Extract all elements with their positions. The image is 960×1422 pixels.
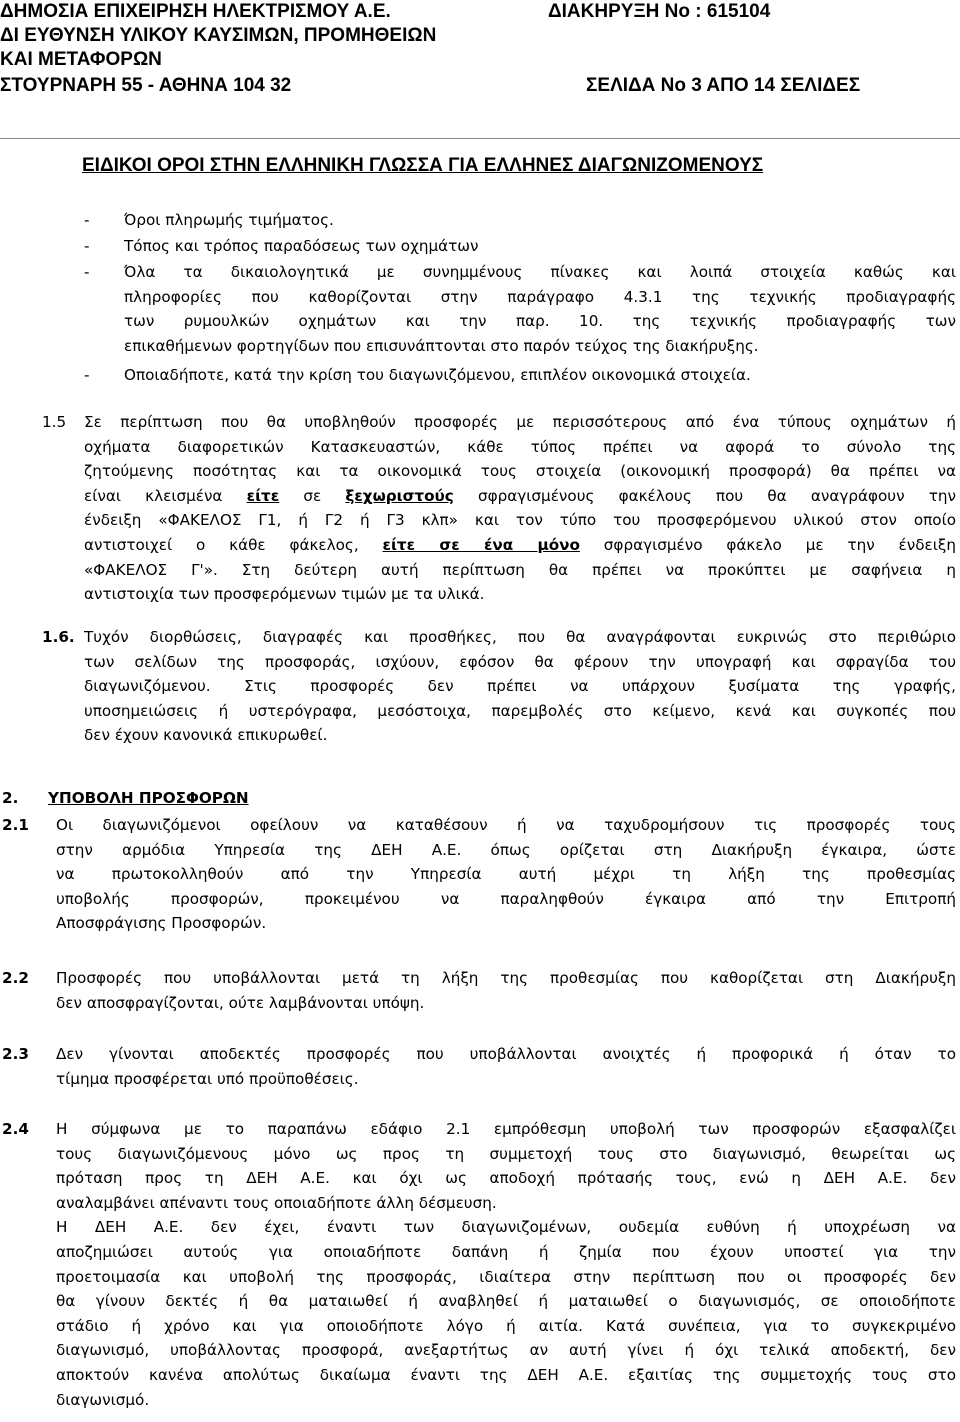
s24-line: Η σύμφωνα με το παραπάνω εδάφιο 2.1 εμπρόθεσμη υποβολή των προσφορών εξασφαλίζει xyxy=(56,1120,956,1138)
s24-line: τους διαγωνιζόμενους μόνο ως προς τη συμμετοχή τους στο διαγωνισμό, θεωρείται ως xyxy=(56,1144,956,1163)
s21-line: υποβολής προσφορών, προκειμένου να παραληφθούν έγκαιρα από την Επιτροπή xyxy=(56,889,956,908)
bullet-3-line: Όλα τα δικαιολογητικά με συνημμένους πίνακες και λοιπά στοιχεία καθώς και xyxy=(124,263,956,281)
bullet-3-line: πληροφορίες που καθορίζονται στην παράγραφο 4.3.1 της τεχνικής προδιαγραφής xyxy=(124,287,956,306)
s23-line: τίμημα προσφέρεται υπό προϋποθέσεις. xyxy=(56,1069,359,1088)
section-2-3-number: 2.3 xyxy=(2,1045,29,1063)
s23-line: Δεν γίνονται αποδεκτές προσφορές που υποβάλλονται ανοιχτές ή προφορικά ή όταν το xyxy=(56,1045,956,1063)
section-1-6-body xyxy=(84,625,956,748)
page-indicator: ΣΕΛΙΔΑ Νο 3 ΑΠΟ 14 ΣΕΛΙΔΕΣ xyxy=(586,75,861,96)
section-2-2-body xyxy=(56,966,956,1015)
section-2-title: ΥΠΟΒΟΛΗ ΠΡΟΣΦΟΡΩΝ xyxy=(48,789,249,807)
section-2-number: 2. xyxy=(2,789,19,807)
bullet-dash-2: - xyxy=(84,237,90,255)
s16-line: των σελίδων της προσφοράς, ισχύουν, εφόσον θα φέρουν την υπογραφή και σφραγίδα του xyxy=(84,652,956,671)
s16-line: Τυχόν διορθώσεις, διαγραφές και προσθήκες, που θα αναγράφονται ευκρινώς στο περιθώριο xyxy=(84,628,956,646)
s21-line: Αποσφράγισης Προσφορών. xyxy=(56,914,267,933)
bullet-dash-4: - xyxy=(84,366,90,384)
s24-line: θα γίνουν δεκτές ή θα ματαιωθεί ή αναβληθεί ή ματαιωθεί ο διαγωνισμός, σε οποιοδήποτε xyxy=(56,1292,956,1311)
s24-line: αναλαμβάνει απέναντι τους οποιαδήποτε άλλη δέσμευση. xyxy=(56,1193,497,1212)
bullet-dash-1: - xyxy=(84,211,90,229)
s22-line: δεν αποσφραγίζονται, ούτε λαμβάνονται υπόψη. xyxy=(56,993,425,1012)
bullet-3-line: των ρυμουλκών οχημάτων και την παρ. 10. της τεχνικής προδιαγραφής των xyxy=(124,312,956,331)
subtitle-text: ΕΙΔΙΚΟΙ ΟΡΟΙ ΣΤΗΝ ΕΛΛΗΝΙΚΗ ΓΛΩΣΣΑ ΓΙΑ ΕΛΛΗΝΕΣ ΔΙΑΓΩΝΙΖΟΜΕΝΟΥΣ xyxy=(82,155,764,176)
emphasis-separate: ξεχωριστούς xyxy=(345,486,454,505)
address: ΣΤΟΥΡΝΑΡΗ 55 - ΑΘΗΝΑ 104 32 xyxy=(0,75,292,96)
section-2-4-number: 2.4 xyxy=(2,1120,29,1138)
s22-line: Προσφορές που υποβάλλονται μετά τη λήξη της προθεσμίας που καθορίζεται στη Διακήρυξη xyxy=(56,969,956,987)
section-2-1-body xyxy=(56,813,956,936)
s15-line-4: είναι κλεισμένα είτε σε ξεχωριστούς σφραγισμένους φακέλους που θα αναγράφουν την xyxy=(84,486,956,505)
company-name: ΔΗΜΟΣΙΑ ΕΠΙΧΕΙΡΗΣΗ ΗΛΕΚΤΡΙΣΜΟΥ Α.Ε. xyxy=(0,1,391,22)
s24-line: Η ΔΕΗ Α.Ε. δεν έχει, έναντι των διαγωνιζομένων, ουδεμία ευθύνη ή υποχρέωση να xyxy=(56,1218,956,1237)
tender-number: ΔΙΑΚΗΡΥΞΗ Νο : 615104 xyxy=(548,1,771,22)
s24-line: πρόταση προς τη ΔΕΗ Α.Ε. και όχι ως αποδοχή πρότασής τους, ενώ η ΔΕΗ Α.Ε. δεν xyxy=(56,1169,956,1188)
bullet-4: Οποιαδήποτε, κατά την κρίση του διαγωνιζόμενου, επιπλέον οικονομικά στοιχεία. xyxy=(124,366,751,384)
s15-line: ένδειξη «ΦΑΚΕΛΟΣ Γ1, ή Γ2 ή Γ3 κλπ» και τον τύπο του προσφερόμενου υλικού στον οποίο xyxy=(84,511,956,530)
section-subtitle xyxy=(0,139,960,179)
bullet-dash-3: - xyxy=(84,263,90,281)
s21-line: να πρωτοκολληθούν από την Υπηρεσία αυτή μέχρι τη λήξη της προθεσμίας xyxy=(56,865,956,884)
s24-line: αποκτούν κανένα απολύτως δικαίωμα έναντι της ΔΕΗ Α.Ε. εξαιτίας της συμμετοχής τους στο xyxy=(56,1365,956,1384)
s15-line: οχήματα διαφορετικών Κατασκευαστών, κάθε τύπος πρέπει να αφορά το σύνολο της xyxy=(84,437,956,456)
directorate-line-2: ΚΑΙ ΜΕΤΑΦΟΡΩΝ xyxy=(0,49,162,70)
section-2-2-number: 2.2 xyxy=(2,969,29,987)
section-2-3-body xyxy=(56,1042,956,1091)
bullet-3 xyxy=(124,260,956,358)
section-1-6-number: 1.6. xyxy=(42,628,75,646)
emphasis-either: είτε xyxy=(246,486,280,505)
bullet-3-line: επικαθήμενων φορτηγίδων που επισυνάπτονται στο παρόν τεύχος της διακήρυξης. xyxy=(124,336,759,355)
section-1-5-body xyxy=(84,410,956,607)
document-header xyxy=(0,0,960,100)
directorate-line-1: ΔΙ ΕΥΘΥΝΣΗ ΥΛΙΚΟΥ ΚΑΥΣΙΜΩΝ, ΠΡΟΜΗΘΕΙΩΝ xyxy=(0,25,437,46)
s15-line: «ΦΑΚΕΛΟΣ Γ'». Στη δεύτερη αυτή περίπτωση θα πρέπει να προκύπτει με σαφήνεια η xyxy=(84,560,956,579)
s16-line: δεν έχουν κανονικά επικυρωθεί. xyxy=(84,726,328,745)
s24-line: διαγωνισμό. xyxy=(56,1390,150,1409)
section-2-1-number: 2.1 xyxy=(2,816,29,834)
emphasis-single: είτε σε ένα μόνο xyxy=(382,535,580,554)
s24-line: αποζημιώσει αυτούς για οποιαδήποτε δαπάνη ή ζημία που έχουν υποστεί για την xyxy=(56,1242,956,1261)
s21-line: Οι διαγωνιζόμενοι οφείλουν να καταθέσουν ή να ταχυδρομήσουν τις προσφορές τους xyxy=(56,816,956,834)
bullet-2: Τόπος και τρόπος παραδόσεως των οχημάτων xyxy=(124,237,479,255)
s15-line: αντιστοιχία των προσφερόμενων τιμών με τα υλικά. xyxy=(84,585,485,604)
section-2-4-body xyxy=(56,1117,956,1412)
s15-line: Σε περίπτωση που θα υποβληθούν προσφορές με περισσότερους από ένα τύπους οχημάτων ή xyxy=(84,413,956,431)
s24-line: διαγωνισμό, υποβάλλοντας προσφορά, ανεξαρτήτως αν αυτή γίνει ή όχι τελικά αποδεκτή, δεν xyxy=(56,1341,956,1360)
section-1-5-number: 1.5 xyxy=(42,413,67,431)
s24-line: προετοιμασία και υποβολή της προσφοράς, ιδιαίτερα στην περίπτωση που οι προσφορές δεν xyxy=(56,1267,956,1286)
s24-line: στάδιο ή χρόνο και για οποιοδήποτε λόγο ή αιτία. Κατά συνέπεια, για το συγκεκριμένο xyxy=(56,1316,956,1335)
s16-line: υποσημειώσεις ή υστερόγραφα, μεσόστοιχα, παρεμβολές στο κείμενο, κενά και συγκοπές που xyxy=(84,701,956,720)
s21-line: στην αρμόδια Υπηρεσία της ΔΕΗ Α.Ε. όπως ορίζεται στη Διακήρυξη έγκαιρα, ώστε xyxy=(56,840,956,859)
bullet-1: Όροι πληρωμής τιμήματος. xyxy=(124,211,334,229)
s16-line: διαγωνιζόμενου. Στις προσφορές δεν πρέπει να υπάρχουν ξυσίματα της γραφής, xyxy=(84,677,956,696)
s15-line: ζητούμενης ποσότητας και τα οικονομικά τους στοιχεία (οικονομική προσφορά) θα πρέπει να xyxy=(84,462,956,481)
s15-line-6: αντιστοιχεί ο κάθε φάκελος, είτε σε ένα μόνο σφραγισμένο φάκελο με την ένδειξη xyxy=(84,535,956,554)
